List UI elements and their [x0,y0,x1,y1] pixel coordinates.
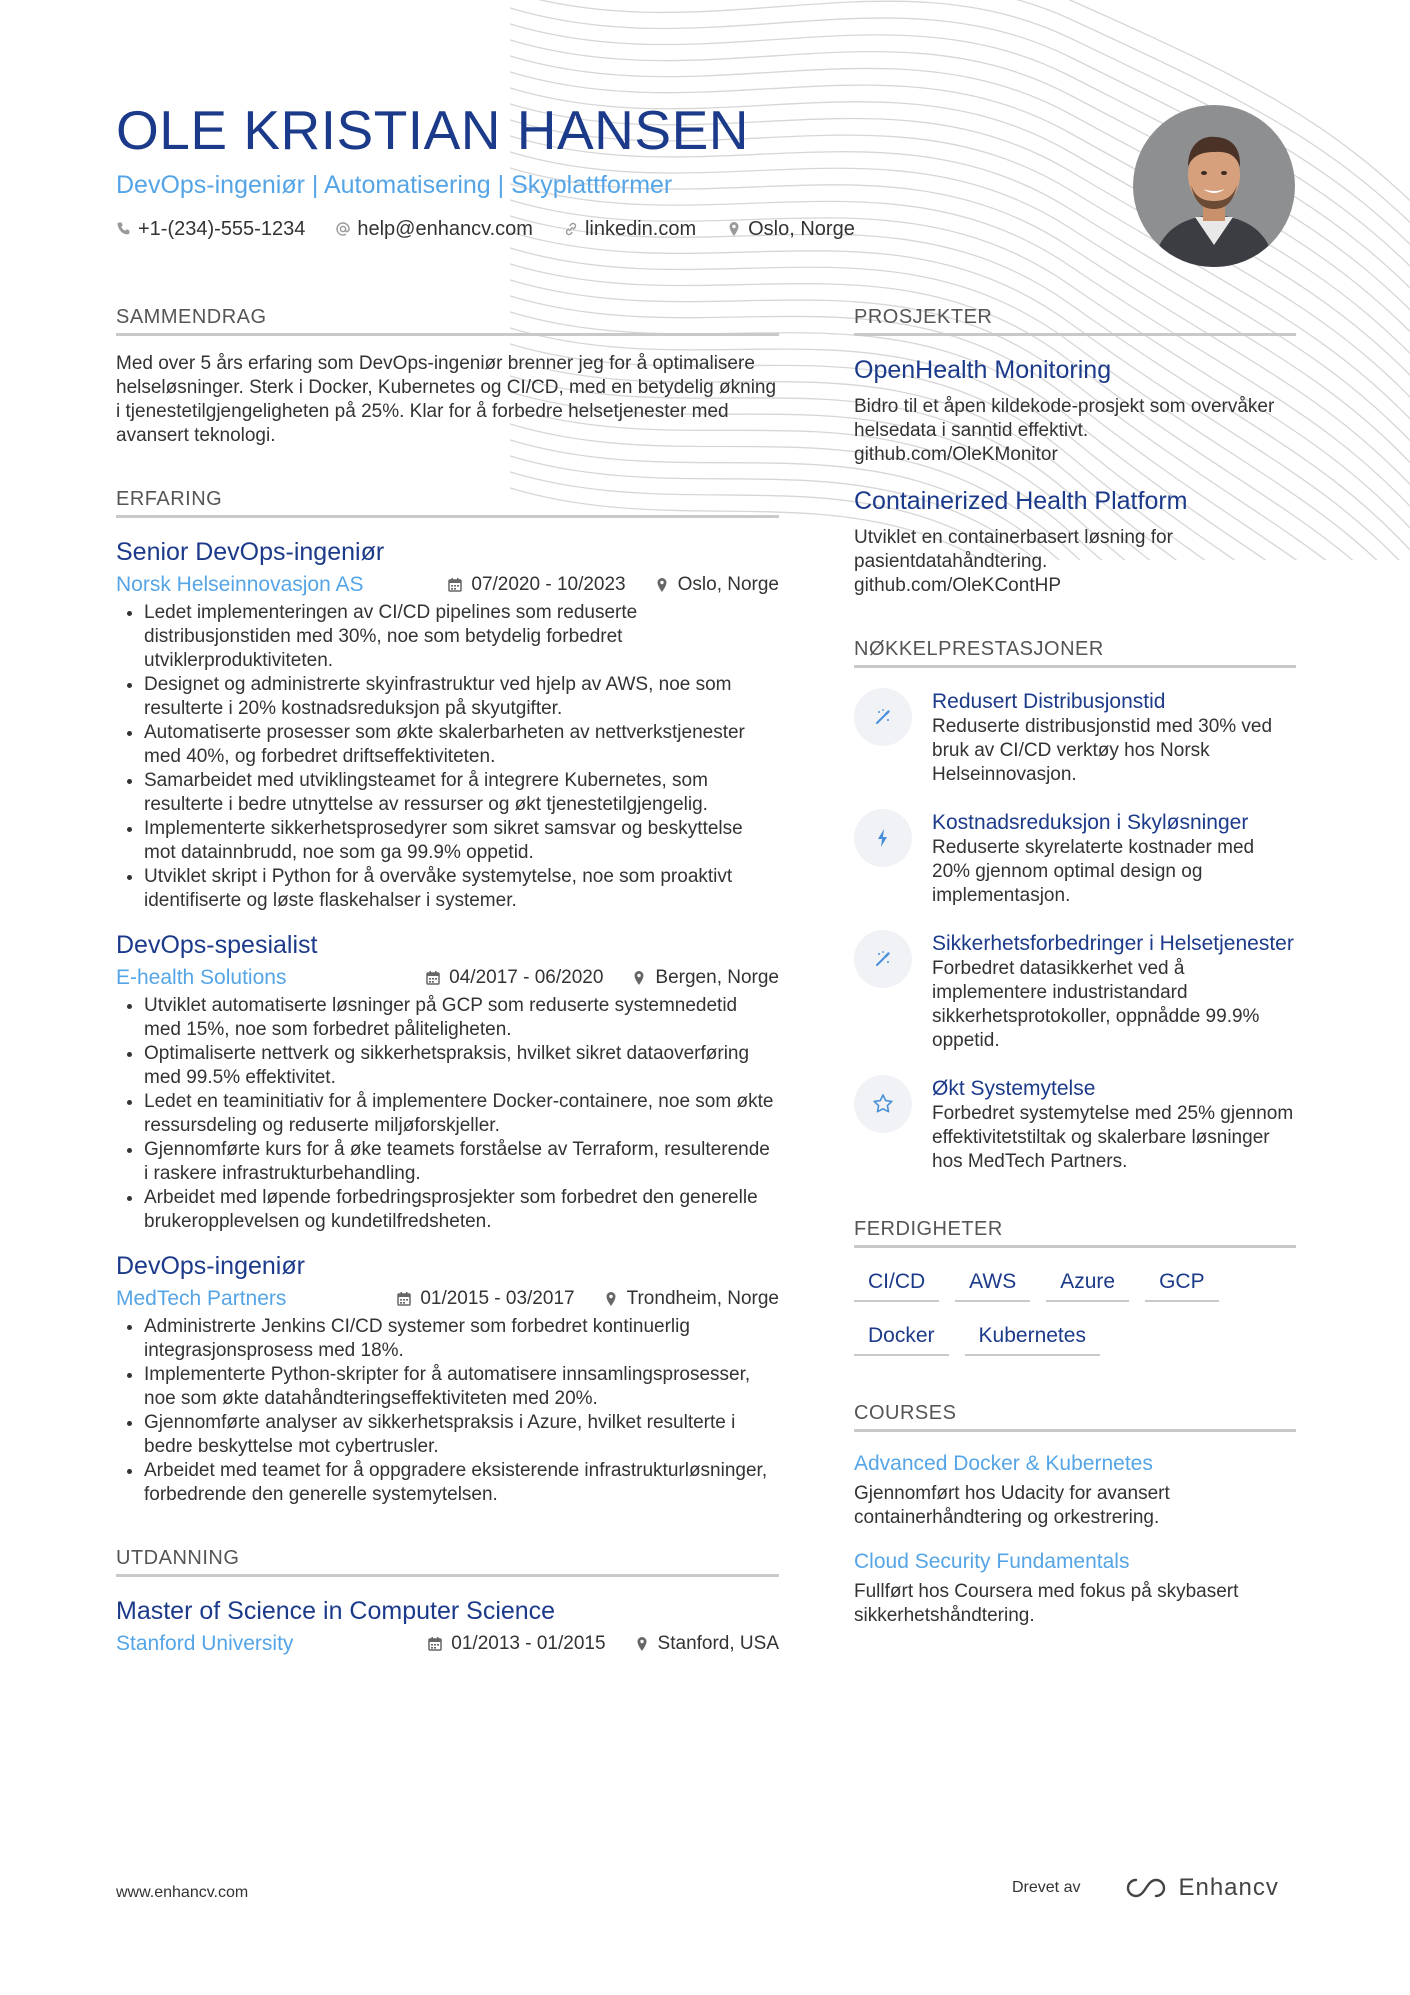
education-dates [427,1633,605,1655]
education-section [116,1547,779,1656]
job-bullets [116,994,779,1234]
job-bullets [116,1315,779,1507]
job-bullet: • Automatiserte prosesser som økte skalerbarheten av nettverkstjenester med 40%, og forbedret driftseffektiviteten. [144,721,779,769]
projects-heading: PROSJEKTER [854,306,1296,336]
portrait-illustration [1133,105,1295,267]
achievement-title: Redusert Distribusjonstid [932,690,1166,713]
project-link[interactable]: github.com/OleKContHP [854,575,1061,596]
job-dates [396,1288,574,1310]
course-entry [854,1452,1296,1530]
location-pin-icon [726,221,742,237]
project-entry [854,356,1296,467]
achievement-item [854,930,1296,1053]
education-location-text: Stanford, USA [657,1633,779,1654]
project-description: Utviklet en containerbasert løsning for pasientdatahåndtering. [854,527,1173,572]
job-bullet: • Arbeidet med teamet for å oppgradere eksisterende infrastrukturløsninger, forbedrende den generelle systemytelsen. [144,1459,779,1507]
job-bullet: • Optimaliserte nettverk og sikkerhetspraksis, hvilket sikret dataoverføring med 99.5% effektivitet. [144,1042,779,1090]
job-location-text: Bergen, Norge [655,967,779,988]
lightning-icon [854,809,912,867]
job-info-row [116,1287,779,1311]
experience-section [116,488,779,1507]
job-bullet: • Samarbeidet med utviklingsteamet for å integrere Kubernetes, som resulterte i bedre utnyttelse av ressurser og økt tjenestetilgjengelig. [144,769,779,817]
project-title: Containerized Health Platform [854,487,1188,515]
experience-heading: ERFARING [116,488,779,518]
calendar-icon [427,1636,443,1652]
job-info-row [116,966,779,990]
achievement-description: Forbedret datasikkerhet ved å implementere industristandard sikkerhetsprotokoller, oppnådde 99.9% oppetid. [932,958,1260,1051]
skill-tag: GCP [1145,1270,1219,1302]
skill-tag: CI/CD [854,1270,939,1302]
skill-tag: Kubernetes [965,1324,1100,1356]
calendar-icon [425,970,441,986]
project-link[interactable]: github.com/OleKMonitor [854,444,1058,465]
candidate-subtitle: DevOps-ingeniør | Automatisering | Skyplattformer [116,170,673,199]
job-bullet: • Administrerte Jenkins CI/CD systemer som forbedret kontinuerlig integrasjonsprosess med 18%. [144,1315,779,1363]
phone-number: +1-(234)-555-1234 [138,217,306,240]
at-icon [335,221,351,237]
achievement-title: Kostnadsreduksjon i Skyløsninger [932,811,1249,834]
link-icon [563,221,579,237]
infinity-logo-icon [1124,1876,1168,1900]
left-column [116,306,779,1656]
summary-section [116,306,779,448]
course-description: Fullført hos Coursera med fokus på skybasert sikkerhetshåndtering. [854,1581,1239,1626]
location-pin-icon [603,1291,619,1307]
summary-text: Med over 5 års erfaring som DevOps-ingeniør brenner jeg for å optimalisere helseløsninger. Sterk i Docker, Kubernetes og CI/CD, med en betydelig økning i tjenestetilgjengeligheten på 25%. Klar for å forbedre helsetjenester med avansert teknologi. [116,353,777,446]
achievement-item [854,1075,1296,1174]
location-pin-icon [631,970,647,986]
projects-section [854,306,1296,598]
job-location [603,1288,779,1310]
company-name: E-health Solutions [116,966,287,989]
candidate-name: OLE KRISTIAN HANSEN [116,99,749,161]
job-bullet: • Ledet en teaminitiativ for å implementere Docker-containere, noe som økte ressursdeling og reduserte miljøforskjeller. [144,1090,779,1138]
job-dates-text: 07/2020 - 10/2023 [471,574,626,595]
location-text: Oslo, Norge [748,217,855,240]
education-location [634,1633,779,1655]
achievement-description: Forbedret systemytelse med 25% gjennom effektivitetstiltak og skalerbare løsninger hos MedTech Partners. [932,1103,1294,1172]
education-info-row [116,1632,779,1656]
job-location [631,967,779,989]
summary-heading: SAMMENDRAG [116,306,779,336]
job-entry [116,538,779,913]
achievement-description: Reduserte skyrelaterte kostnader med 20% gjennom optimal design og implementasjon. [932,837,1255,906]
job-dates [447,574,625,596]
star-icon [854,1075,912,1133]
course-entry [854,1550,1296,1628]
magic-wand-icon [854,688,912,746]
project-title: OpenHealth Monitoring [854,356,1112,384]
achievements-section [854,638,1296,1174]
job-bullet: • Utviklet automatiserte løsninger på GCP som reduserte systemnedetid med 15%, noe som forbedret påliteligheten. [144,994,779,1042]
achievement-item [854,809,1296,908]
job-bullet: • Arbeidet med løpende forbedringsprosjekter som forbedret den generelle brukeropplevelsen og kundetilfredsheten. [144,1186,779,1234]
project-description: Bidro til et åpen kildekode-prosjekt som overvåker helsedata i sanntid effektivt. [854,396,1275,441]
achievements-heading: NØKKELPRESTASJONER [854,638,1296,668]
company-name: MedTech Partners [116,1287,287,1310]
resume-header [116,100,1116,241]
job-title: DevOps-spesialist [116,931,318,959]
achievement-title: Sikkerhetsforbedringer i Helsetjenester [932,932,1294,955]
contact-email[interactable] [335,218,533,241]
job-dates-text: 01/2015 - 03/2017 [420,1288,575,1309]
job-entry [116,1252,779,1507]
contact-info [116,218,1116,241]
linkedin-link[interactable]: linkedin.com [584,217,697,240]
skill-tag: AWS [955,1270,1030,1302]
contact-linkedin[interactable] [563,218,696,241]
job-meta [425,967,779,989]
job-dates-text: 04/2017 - 06/2020 [449,967,604,988]
courses-heading: COURSES [854,1402,1296,1432]
skill-tag: Docker [854,1324,949,1356]
job-bullet: • Designet og administrerte skyinfrastruktur ved hjelp av AWS, noe som resulterte i 20% kostnadsreduksjon på skyutgifter. [144,673,779,721]
degree-title: Master of Science in Computer Science [116,1597,556,1625]
email-address[interactable]: help@enhancv.com [357,217,533,240]
job-meta [447,574,779,596]
job-bullets [116,601,779,913]
enhancv-logo [1124,1874,1278,1902]
location-pin-icon [654,577,670,593]
job-bullet: • Gjennomførte analyser av sikkerhetspraksis i Azure, hvilket resulterte i bedre beskyttelse mot cybertrusler. [144,1411,779,1459]
powered-by-label: Drevet av [1012,1879,1081,1896]
job-bullet: • Gjennomførte kurs for å øke teamets forståelse av Terraform, resulterende i raskere infrastrukturbehandling. [144,1138,779,1186]
skills-list [854,1270,1296,1356]
company-name: Norsk Helseinnovasjon AS [116,573,364,596]
achievement-description: Reduserte distribusjonstid med 30% ved bruk av CI/CD verktøy hos Norsk Helseinnovasjon. [932,716,1273,785]
job-bullet: • Utviklet skript i Python for å overvåke systemytelse, noe som proaktivt identifiserte og løste flaskehalser i systemer. [144,865,779,913]
job-location [654,574,779,596]
skills-heading: FERDIGHETER [854,1218,1296,1248]
job-bullet: • Implementerte Python-skripter for å automatisere innsamlingsprosesser, noe som økte datahåndteringseffektiviteten med 20%. [144,1363,779,1411]
education-meta [427,1633,779,1655]
footer-website[interactable]: www.enhancv.com [116,1884,249,1901]
right-column [854,306,1296,1628]
footer-branding [1012,1874,1279,1902]
school-name: Stanford University [116,1632,294,1655]
job-location-text: Oslo, Norge [677,574,779,595]
location-pin-icon [634,1636,650,1652]
job-title: Senior DevOps-ingeniør [116,538,385,566]
skills-section [854,1218,1296,1356]
contact-phone [116,218,305,241]
job-bullet: • Implementerte sikkerhetsprosedyrer som sikret samsvar og beskyttelse mot datainnbrudd, noe som ga 99.9% oppetid. [144,817,779,865]
job-dates [425,967,603,989]
job-info-row [116,573,779,597]
education-dates-text: 01/2013 - 01/2015 [451,1633,606,1654]
job-title: DevOps-ingeniør [116,1252,305,1280]
courses-section [854,1402,1296,1628]
brand-name: Enhancv [1178,1874,1279,1901]
magic-wand-icon [854,930,912,988]
avatar [1133,105,1295,267]
course-title: Cloud Security Fundamentals [854,1550,1130,1573]
course-title: Advanced Docker & Kubernetes [854,1452,1153,1475]
calendar-icon [447,577,463,593]
contact-location [726,218,855,241]
phone-icon [116,221,132,237]
achievement-title: Økt Systemytelse [932,1077,1096,1100]
job-meta [396,1288,779,1310]
course-description: Gjennomført hos Udacity for avansert containerhåndtering og orkestrering. [854,1483,1170,1528]
calendar-icon [396,1291,412,1307]
achievement-item [854,688,1296,787]
education-heading: UTDANNING [116,1547,779,1577]
job-entry [116,931,779,1234]
job-bullet: • Ledet implementeringen av CI/CD pipelines som reduserte distribusjonstiden med 30%, noe som betydelig forbedret utviklerproduktiviteten. [144,601,779,673]
job-location-text: Trondheim, Norge [626,1288,779,1309]
skill-tag: Azure [1046,1270,1129,1302]
project-entry [854,487,1296,598]
